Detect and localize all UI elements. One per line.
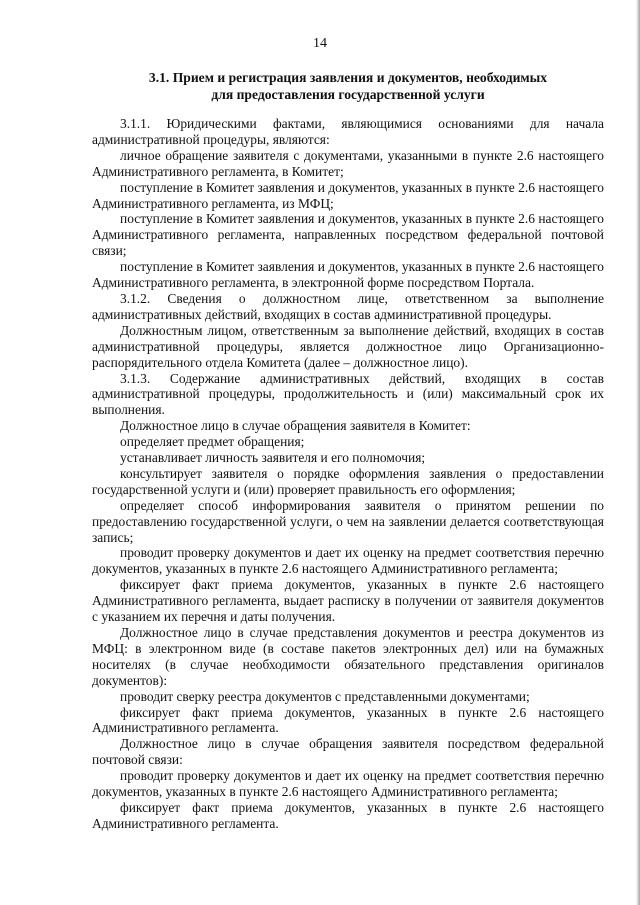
paragraph-records-receipt: фиксирует факт приема документов, указанных в пункте 2.6 настоящего Административного регламента, выдает расписку в получении от заявителя документов с указанием их перечня и даты получения. (92, 577, 604, 625)
paragraph-official-in-committee: Должностное лицо в случае обращения заявителя в Комитет: (120, 418, 471, 434)
page-edge-shadow (636, 0, 640, 905)
paragraph-from-mfc: поступление в Комитет заявления и документов, указанных в пункте 2.6 настоящего Административного регламента, из МФЦ; (92, 179, 604, 211)
paragraph-3-1-2: 3.1.2. Сведения о должностном лице, ответственном за выполнение административных действий, входящих в состав административной процедуры. (92, 290, 604, 322)
paragraph-checks-documents-post: проводит проверку документов и дает их оценку на предмет соответствия перечню документов, указанных в пункте 2.6 настоящего Административного регламента; (92, 768, 604, 800)
paragraph-notification-method: определяет способ информирования заявителя о принятом решении по предоставлению государственной услуги, о чем на заявлении делается соответствующая запись; (92, 497, 604, 545)
paragraph-personal-visit: личное обращение заявителя с документами, указанными в пункте 2.6 настоящего Административного регламента, в Комитет; (92, 147, 604, 179)
paragraph-via-portal: поступление в Комитет заявления и документов, указанных в пункте 2.6 настоящего Административного регламента, в электронной форме посредством Портала. (92, 259, 604, 291)
paragraph-official-mfc: Должностное лицо в случае представления документов и реестра документов из МФЦ: в электронном виде (в составе пакетов электронных дел) или на бумажных носителях (в случае необходимости обязательного представления оригиналов документов): (92, 625, 604, 688)
paragraph-defines-subject: определяет предмет обращения; (120, 434, 305, 450)
section-heading-line-2: для предоставления государственной услуги (211, 86, 485, 102)
paragraph-checks-documents: проводит проверку документов и дает их оценку на предмет соответствия перечню документов, указанных в пункте 2.6 настоящего Административного регламента; (92, 545, 604, 577)
paragraph-records-receipt-mfc: фиксирует факт приема документов, указанных в пункте 2.6 настоящего Административного регламента. (92, 704, 604, 736)
document-body (92, 116, 604, 832)
paragraph-by-post: поступление в Комитет заявления и документов, указанных в пункте 2.6 настоящего Административного регламента, направленных посредством федеральной почтовой связи; (92, 211, 604, 259)
section-heading (92, 70, 604, 103)
paragraph-verifies-identity: устанавливает личность заявителя и его полномочия; (120, 450, 426, 466)
page-number: 14 (313, 36, 327, 51)
paragraph-official-post: Должностное лицо в случае обращения заявителя посредством федеральной почтовой связи: (92, 736, 604, 768)
paragraph-responsible-official: Должностным лицом, ответственным за выполнение действий, входящих в состав административной процедуры, является должностное лицо Организационно-распорядительного отдела Комитета (далее – должностное лицо). (92, 322, 604, 370)
paragraph-records-receipt-post: фиксирует факт приема документов, указанных в пункте 2.6 настоящего Административного регламента. (92, 799, 604, 831)
paragraph-3-1-1: 3.1.1. Юридическими фактами, являющимися основаниями для начала административной процедуры, являются: (92, 116, 604, 147)
section-heading-line-1: 3.1. Прием и регистрация заявления и документов, необходимых (148, 70, 548, 85)
paragraph-3-1-3: 3.1.3. Содержание административных действий, входящих в состав административной процедуры, продолжительность и (или) максимальный срок их выполнения. (92, 370, 604, 418)
paragraph-consults-applicant: консультирует заявителя о порядке оформления заявления о предоставлении государственной услуги и (или) проверяет правильность его оформления; (92, 465, 604, 497)
paragraph-reconciles-registry: проводит сверку реестра документов с представленными документами; (120, 688, 530, 704)
